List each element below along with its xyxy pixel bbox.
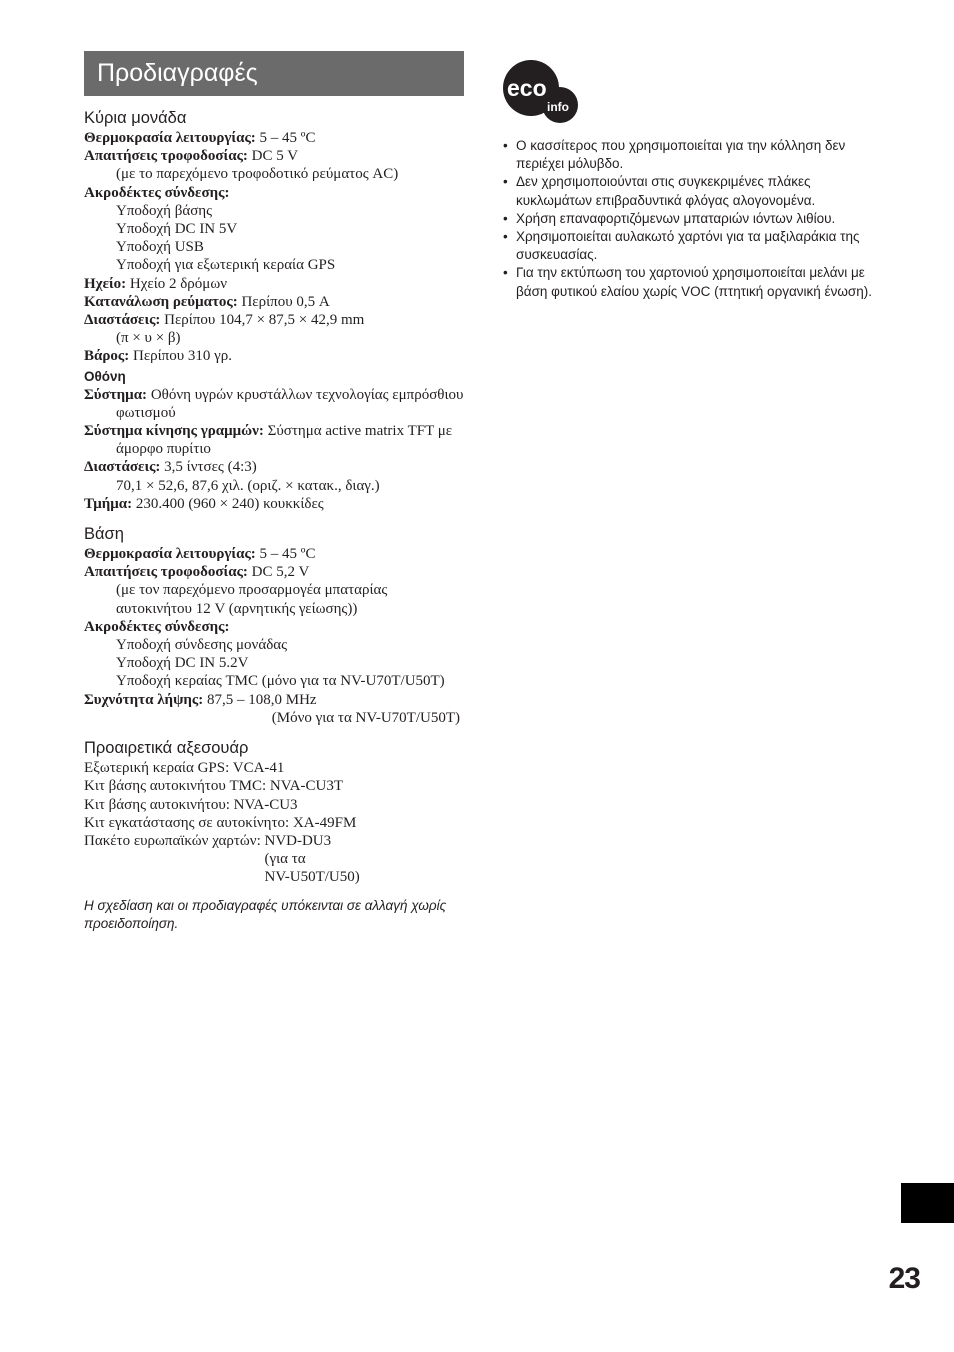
spec-base-terminal-item: Υποδοχή DC IN 5.2V [116,655,249,672]
section-tab-marker [901,1183,954,1223]
disclaimer-note: Η σχεδίαση και οι προδιαγραφές υπόκεινται σε αλλαγή χωρίς προειδοποίηση. [84,897,447,932]
spec-screen-system: Σύστημα: Οθόνη υγρών κρυστάλλων τεχνολογίας εμπρόσθιου φωτισμού [84,386,464,421]
accessory-item: Κιτ βάσης αυτοκινήτου TMC: NVA-CU3T [84,778,343,795]
eco-bullet-list [503,137,883,301]
eco-bullet: • Χρησιμοποιείται αυλακωτό χαρτόνι για τα μαξιλαράκια της συσκευασίας. [503,228,883,264]
spec-terminals: Ακροδέκτες σύνδεσης: [84,184,230,201]
eco-info-logo-icon [503,58,579,124]
screen-heading: Οθόνη [84,368,126,384]
spec-screen-drive: Σύστημα κίνησης γραμμών: Σύστημα active matrix TFT με άμορφο πυρίτιο [84,423,453,458]
accessory-maps-value: NVD-DU3 [264,832,332,849]
spec-base-terminals: Ακροδέκτες σύνδεσης: [84,618,230,635]
spec-power-note: (με το παρεχόμενο τροφοδοτικό ρεύματος AC) [116,166,399,183]
spec-base-terminal-item: Υποδοχή κεραίας TMC (μόνο για τα NV-U70T/U50T) [116,673,445,690]
spec-dimensions: Διαστάσεις: Περίπου 104,7 × 87,5 × 42,9 mm [84,312,365,329]
spec-power: Απαιτήσεις τροφοδοσίας: DC 5 V [84,148,299,165]
spec-dimensions-note: (π × υ × β) [116,330,181,347]
base-heading: Βάση [84,525,124,544]
accessories-list [84,759,464,886]
eco-logo-word: eco [507,75,547,101]
accessory-maps-label: Πακέτο ευρωπαϊκών χαρτών: [84,832,265,849]
spacer [84,727,464,738]
accessory-item: Κιτ βάσης αυτοκινήτου: NVA-CU3 [84,796,298,813]
spacer [84,513,464,524]
spec-base-freq-note: (Μόνο για τα NV-U70T/U50T) [271,709,460,726]
accessory-item: Εξωτερική κεραία GPS: VCA-41 [84,760,285,777]
screen-specs [84,386,464,513]
accessory-maps [84,832,464,887]
accessory-maps-note: NV-U50T/U50) [264,869,360,886]
eco-logo-sub: info [547,100,569,114]
page-number: 23 [888,1262,920,1295]
accessory-item: Κιτ εγκατάστασης σε αυτοκίνητο: XA-49FM [84,814,357,831]
page-title: Προδιαγραφές [84,51,464,96]
left-column [84,51,464,947]
spec-base-op-temp: Θερμοκρασία λειτουργίας: 5 – 45 ºC [84,546,316,563]
main-unit-heading: Κύρια μονάδα [84,109,187,127]
spec-screen-pixels: Τμήμα: 230.400 (960 × 240) κουκκίδες [84,495,324,512]
spec-terminal-item: Υποδοχή USB [116,239,204,256]
spec-speaker: Ηχείο: Ηχείο 2 δρόμων [84,275,227,292]
spec-terminal-item: Υποδοχή βάσης [116,202,213,219]
spec-screen-dim: Διαστάσεις: 3,5 ίντσες (4:3) [84,459,257,476]
spec-base-power: Απαιτήσεις τροφοδοσίας: DC 5,2 V [84,564,310,581]
spec-screen-dim-note: 70,1 × 52,6, 87,6 χιλ. (οριζ. × κατακ., διαγ.) [116,477,380,494]
accessories-heading: Προαιρετικά αξεσουάρ [84,739,249,758]
accessory-maps-note: (για τα [264,851,306,868]
accessory-maps-values [264,832,359,887]
spec-terminal-item: Υποδοχή DC IN 5V [116,221,238,238]
base-specs [84,545,464,727]
eco-bullet: • Ο κασσίτερος που χρησιμοποιείται για την κόλληση δεν περιέχει μόλυβδο. [503,137,883,173]
eco-bullet: • Για την εκτύπωση του χαρτονιού χρησιμοποιείται μελάνι με βάση φυτικού ελαίου χωρίς VOC (πτητική οργανική ένωση). [503,264,883,300]
eco-bullet: • Χρήση επαναφορτιζόμενων μπαταριών ιόντων λιθίου. [503,210,883,228]
main-unit-specs [84,129,464,366]
spec-weight: Βάρος: Περίπου 310 γρ. [84,348,233,365]
spec-base-terminal-item: Υποδοχή σύνδεσης μονάδας [116,637,288,654]
right-column [503,58,883,301]
spec-base-freq: Συχνότητα λήψης: 87,5 – 108,0 MHz [84,691,317,708]
spec-terminal-item: Υποδοχή για εξωτερική κεραία GPS [116,257,336,274]
spec-op-temp: Θερμοκρασία λειτουργίας: 5 – 45 ºC [84,130,316,146]
eco-bullet: • Δεν χρησιμοποιούνται στις συγκεκριμένες πλάκες κυκλωμάτων επιβραδυντικά φλόγας αλογονομένα. [503,173,883,209]
spec-consumption: Κατανάλωση ρεύματος: Περίπου 0,5 A [84,293,330,310]
spec-base-power-note: (με τον παρεχόμενο προσαρμογέα μπαταρίας αυτοκινήτου 12 V (αρνητικής γείωσης)) [116,582,388,617]
